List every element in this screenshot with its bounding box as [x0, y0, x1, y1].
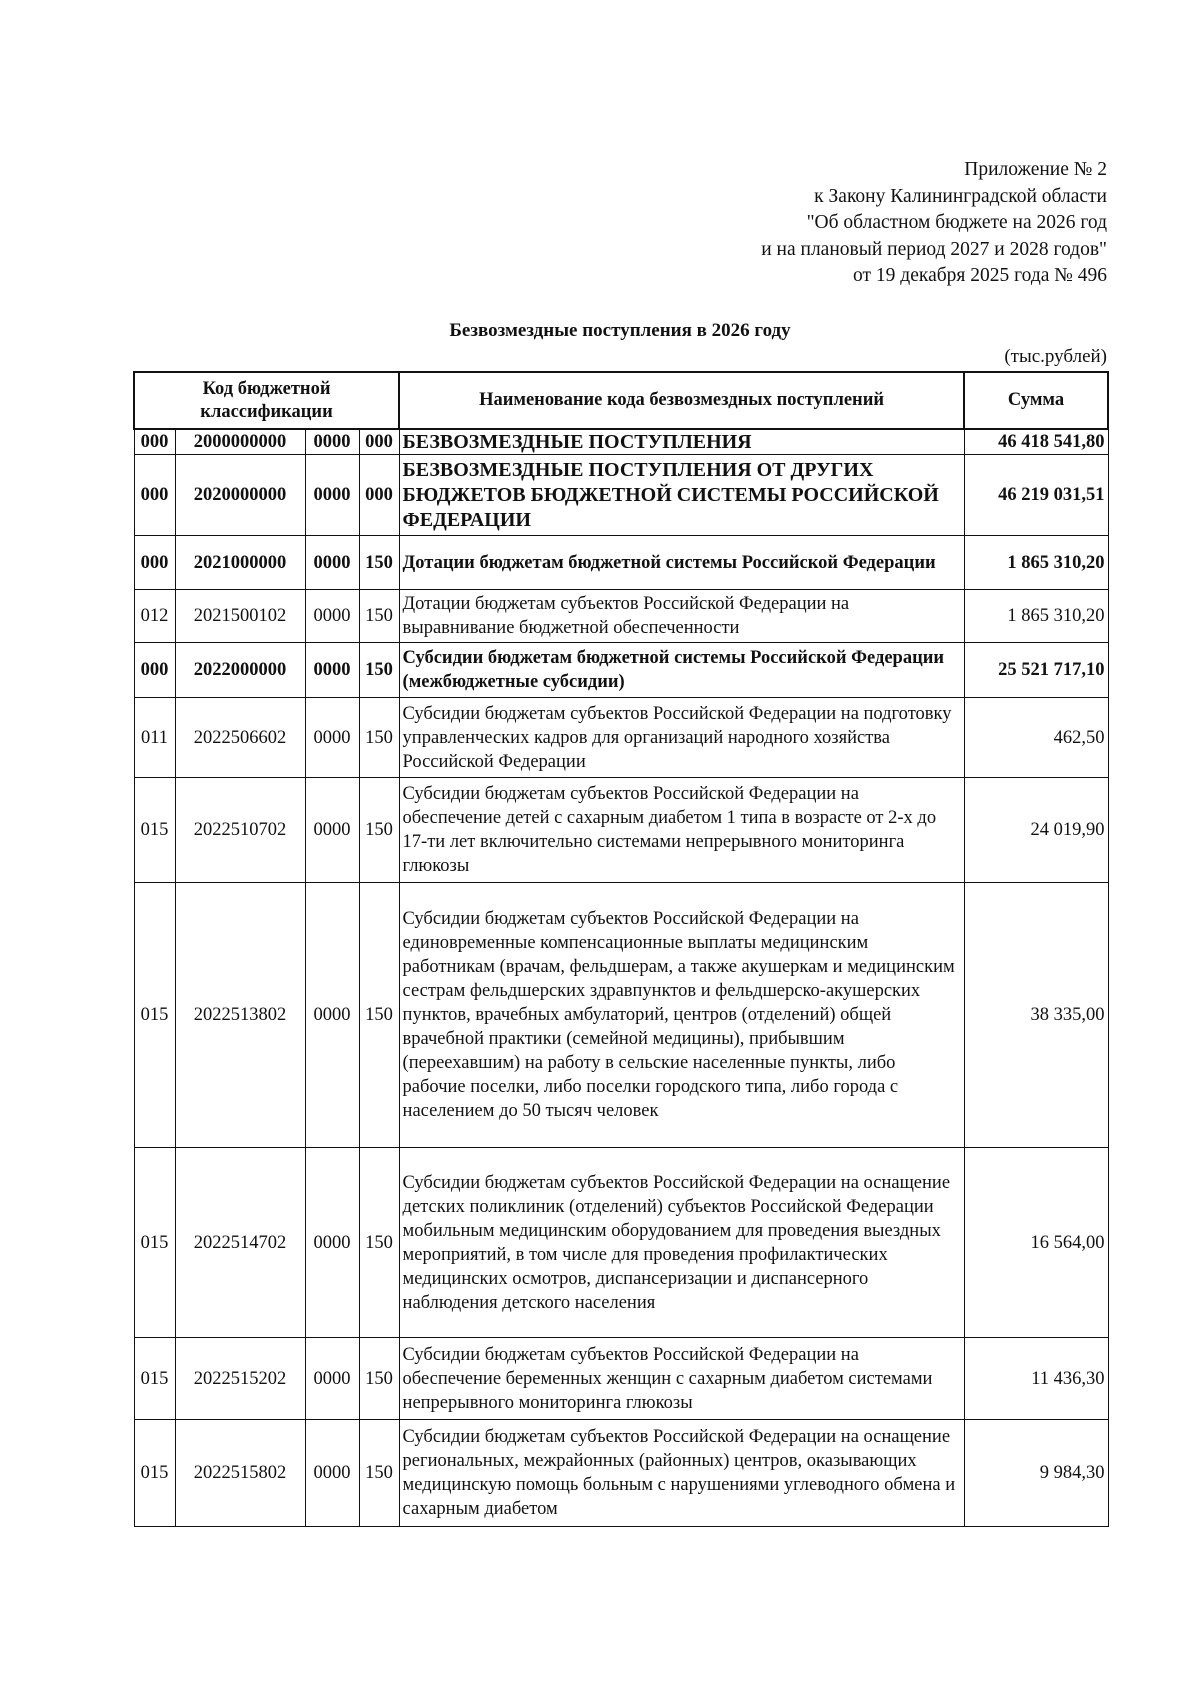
- cell-sum: 16 564,00: [964, 1148, 1108, 1338]
- cell-code: 2021000000: [175, 536, 305, 590]
- cell-sub: 0000: [305, 1338, 359, 1420]
- cell-admin: 000: [134, 455, 175, 536]
- cell-name: Субсидии бюджетам бюджетной системы Российской Федерации (межбюджетные субсидии): [399, 643, 964, 698]
- cell-name: Дотации бюджетам бюджетной системы Российской Федерации: [399, 536, 964, 590]
- cell-code: 2022506602: [175, 698, 305, 778]
- cell-name: Субсидии бюджетам субъектов Российской Федерации на подготовку управленческих кадров для организаций народного хозяйства Российской Федерации: [399, 698, 964, 778]
- table-row: [134, 698, 1108, 778]
- cell-code: 2022515802: [175, 1420, 305, 1527]
- appendix-line-4: и на плановый период 2027 и 2028 годов": [761, 238, 1107, 260]
- table-row: [134, 1420, 1108, 1527]
- cell-code: 2000000000: [175, 429, 305, 455]
- appendix-header: [761, 157, 1107, 290]
- cell-name: Субсидии бюджетам субъектов Российской Федерации на оснащение детских поликлиник (отделений) субъектов Российской Федерации мобильным медицинским оборудованием для проведения выездных мероприятий, в том числе для проведения профилактических медицинских осмотров, диспансеризации и диспансерного наблюдения детского населения: [399, 1148, 964, 1338]
- cell-sum: 9 984,30: [964, 1420, 1108, 1527]
- cell-class: 150: [359, 643, 399, 698]
- cell-code: 2022510702: [175, 778, 305, 883]
- cell-sub: 0000: [305, 643, 359, 698]
- appendix-line-3: "Об областном бюджете на 2026 год: [806, 212, 1107, 233]
- table-row: [134, 429, 1108, 455]
- cell-sum: 24 019,90: [964, 778, 1108, 883]
- cell-sub: 0000: [305, 536, 359, 590]
- units-label: (тыс.рублей): [1004, 346, 1107, 367]
- cell-sum: 38 335,00: [964, 883, 1108, 1148]
- cell-admin: 000: [134, 536, 175, 590]
- cell-admin: 000: [134, 429, 175, 455]
- cell-sub: 0000: [305, 883, 359, 1148]
- table-row: [134, 536, 1108, 590]
- cell-class: 150: [359, 883, 399, 1148]
- appendix-line-2: к Закону Калининградской области: [814, 185, 1107, 207]
- table-row: [134, 883, 1108, 1148]
- cell-class: 000: [359, 455, 399, 536]
- cell-sub: 0000: [305, 429, 359, 455]
- cell-code: 2022514702: [175, 1148, 305, 1338]
- table-row: [134, 778, 1108, 883]
- header-code: Код бюджетной классификации: [134, 372, 399, 429]
- cell-admin: 012: [134, 590, 175, 643]
- cell-name: БЕЗВОЗМЕЗДНЫЕ ПОСТУПЛЕНИЯ ОТ ДРУГИХ БЮДЖЕТОВ БЮДЖЕТНОЙ СИСТЕМЫ РОССИЙСКОЙ ФЕДЕРАЦИИ: [399, 455, 964, 536]
- cell-sum: 462,50: [964, 698, 1108, 778]
- budget-table: [133, 371, 1109, 1527]
- cell-sub: 0000: [305, 455, 359, 536]
- cell-sub: 0000: [305, 778, 359, 883]
- cell-class: 000: [359, 429, 399, 455]
- table-row: [134, 1338, 1108, 1420]
- cell-sub: 0000: [305, 698, 359, 778]
- cell-code: 2020000000: [175, 455, 305, 536]
- cell-name: Субсидии бюджетам субъектов Российской Федерации на обеспечение беременных женщин с сахарным диабетом системами непрерывного мониторинга глюкозы: [399, 1338, 964, 1420]
- appendix-line-5: от 19 декабря 2025 года № 496: [853, 265, 1107, 286]
- cell-name: Дотации бюджетам субъектов Российской Федерации на выравнивание бюджетной обеспеченности: [399, 590, 964, 643]
- cell-sum: 25 521 717,10: [964, 643, 1108, 698]
- cell-admin: 015: [134, 883, 175, 1148]
- cell-name: Субсидии бюджетам субъектов Российской Федерации на обеспечение детей с сахарным диабетом 1 типа в возрасте от 2-х до 17-ти лет включительно системами непрерывного мониторинга глюкозы: [399, 778, 964, 883]
- cell-admin: 015: [134, 1338, 175, 1420]
- cell-sum: 46 418 541,80: [964, 429, 1108, 455]
- cell-code: 2022000000: [175, 643, 305, 698]
- appendix-line-1: Приложение № 2: [964, 159, 1107, 180]
- cell-name: БЕЗВОЗМЕЗДНЫЕ ПОСТУПЛЕНИЯ: [399, 429, 964, 455]
- cell-admin: 015: [134, 778, 175, 883]
- document-title: Безвозмездные поступления в 2026 году: [449, 320, 791, 341]
- cell-class: 150: [359, 1338, 399, 1420]
- cell-admin: 015: [134, 1420, 175, 1527]
- cell-class: 150: [359, 590, 399, 643]
- cell-class: 150: [359, 1148, 399, 1338]
- cell-code: 2022513802: [175, 883, 305, 1148]
- cell-name: Субсидии бюджетам субъектов Российской Федерации на единовременные компенсационные выплаты медицинским работникам (врачам, фельдшерам, а также акушеркам и медицинским сестрам фельдшерских здравпунктов и фельдшерско-акушерских пунктов, врачебных амбулаторий, центров (отделений) общей врачебной практики (семейной медицины), прибывшим (переехавшим) на работу в сельские населенные пункты, либо рабочие поселки, либо поселки городского типа, либо города с населением до 50 тысяч человек: [399, 883, 964, 1148]
- cell-class: 150: [359, 778, 399, 883]
- cell-sub: 0000: [305, 590, 359, 643]
- header-name: Наименование кода безвозмездных поступлений: [399, 372, 964, 429]
- cell-sum: 46 219 031,51: [964, 455, 1108, 536]
- table-row: [134, 643, 1108, 698]
- cell-name: Субсидии бюджетам субъектов Российской Федерации на оснащение региональных, межрайонных (районных) центров, оказывающих медицинскую помощь больным с нарушениями углеводного обмена и сахарным диабетом: [399, 1420, 964, 1527]
- cell-admin: 015: [134, 1148, 175, 1338]
- cell-admin: 000: [134, 643, 175, 698]
- cell-sum: 1 865 310,20: [964, 590, 1108, 643]
- table-row: [134, 590, 1108, 643]
- table-row: [134, 455, 1108, 536]
- cell-sum: 1 865 310,20: [964, 536, 1108, 590]
- cell-class: 150: [359, 536, 399, 590]
- cell-sub: 0000: [305, 1420, 359, 1527]
- cell-sum: 11 436,30: [964, 1338, 1108, 1420]
- cell-code: 2022515202: [175, 1338, 305, 1420]
- cell-class: 150: [359, 1420, 399, 1527]
- header-sum: Сумма: [964, 372, 1108, 429]
- cell-sub: 0000: [305, 1148, 359, 1338]
- cell-admin: 011: [134, 698, 175, 778]
- cell-code: 2021500102: [175, 590, 305, 643]
- cell-class: 150: [359, 698, 399, 778]
- table-header-row: [134, 372, 1108, 429]
- table-row: [134, 1148, 1108, 1338]
